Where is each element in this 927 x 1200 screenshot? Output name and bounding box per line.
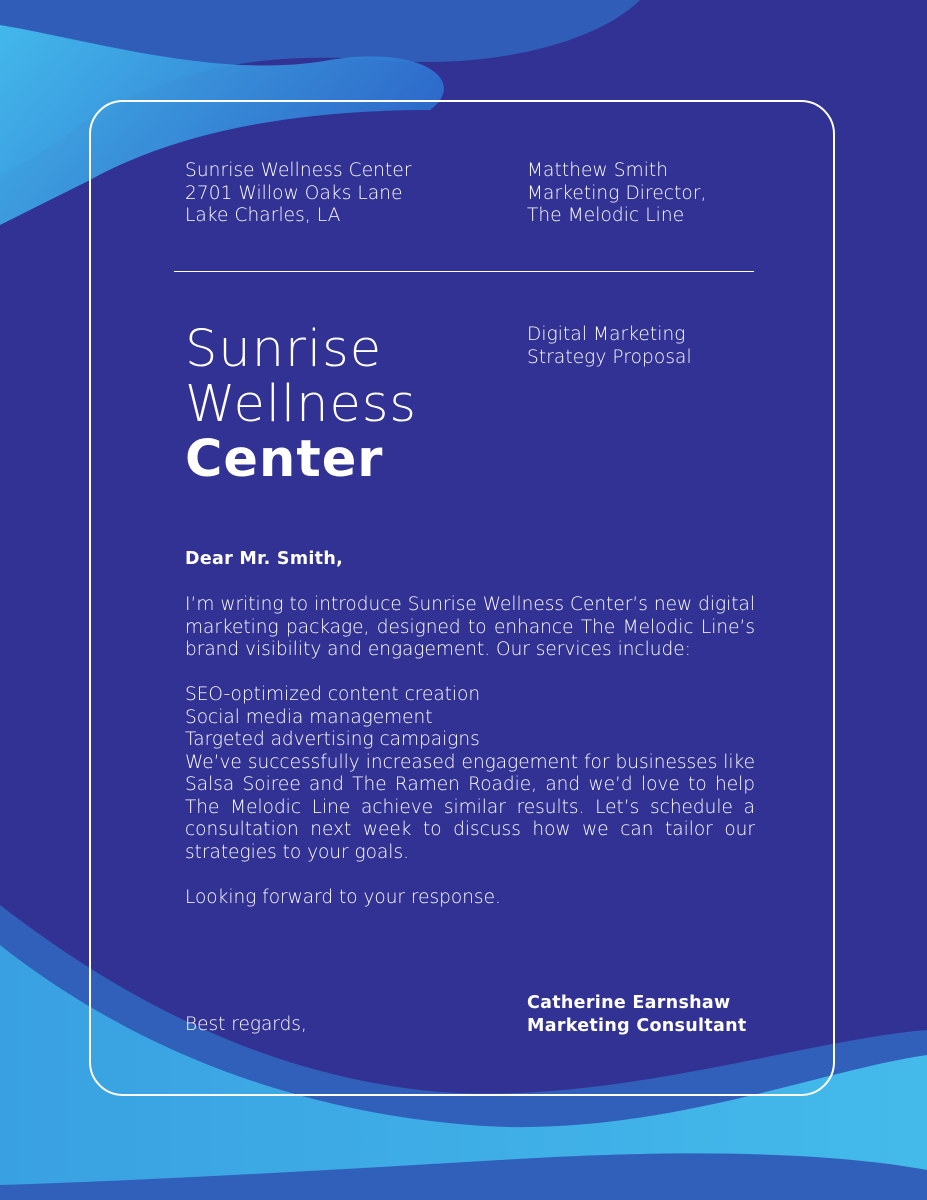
service-item: Targeted advertising campaigns <box>185 729 480 750</box>
sender-name: Sunrise Wellness Center <box>185 160 412 181</box>
subject-line-2: Strategy Proposal <box>527 346 692 368</box>
sender-city: Lake Charles, LA <box>185 205 341 226</box>
intro-paragraph: I’m writing to introduce Sunrise Wellness Center’s new digital marketing package, designed to enhance The Melodic Line’s brand visibility and engagement. Our services include: <box>185 594 755 660</box>
results-paragraph: We’ve successfully increased engagement for businesses like Salsa Soiree and The Ramen Roadie, and we’d love to help The Melodic Line achieve similar results. Let’s schedule a consultation next week to discuss how we can tailor our strategies to your goals. <box>185 751 755 863</box>
title-line-2: Wellness <box>185 375 417 434</box>
services-list <box>185 684 755 752</box>
recipient-title: Marketing Director, <box>527 182 707 204</box>
service-item: SEO-optimized content creation <box>185 684 481 705</box>
recipient-address <box>527 160 707 228</box>
service-item: Social media management <box>185 706 433 728</box>
header-divider <box>174 271 754 272</box>
title-line-3: Center <box>185 430 384 489</box>
subject-line-1: Digital Marketing <box>527 324 686 345</box>
sign-off: Best regards, <box>185 1014 307 1035</box>
letter-body <box>185 594 755 909</box>
subject-heading <box>527 324 692 369</box>
signature-block <box>527 992 747 1037</box>
recipient-name: Matthew Smith <box>527 160 669 181</box>
page-title <box>185 322 417 487</box>
signer-title: Marketing Consultant <box>527 1015 747 1036</box>
title-line-1: Sunrise <box>185 320 383 379</box>
sender-street: 2701 Willow Oaks Lane <box>185 182 403 204</box>
sender-address <box>185 160 412 228</box>
signer-name: Catherine Earnshaw <box>527 993 731 1013</box>
closing-paragraph: Looking forward to your response. <box>185 886 501 908</box>
recipient-company: The Melodic Line <box>527 205 685 226</box>
letter-greeting: Dear Mr. Smith, <box>185 549 344 569</box>
